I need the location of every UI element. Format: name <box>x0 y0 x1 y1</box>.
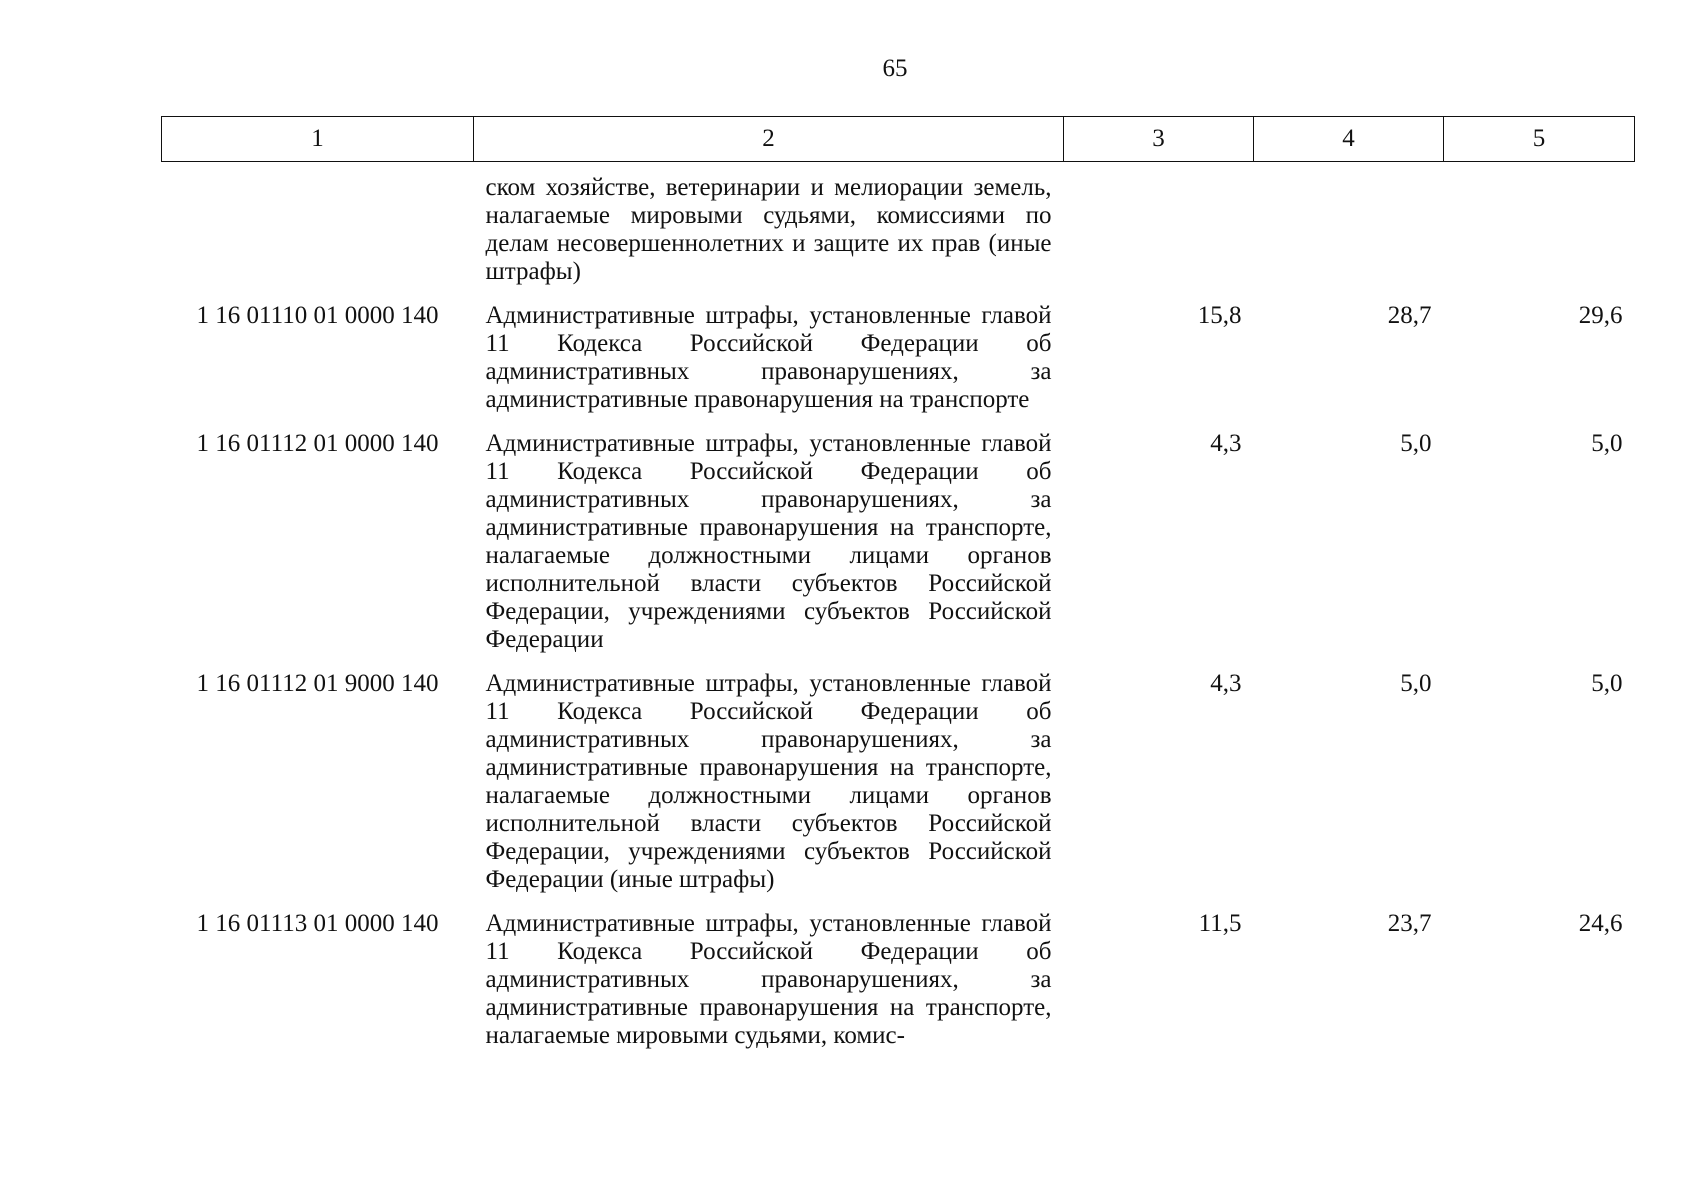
value-col-5: 5,0 <box>1591 670 1623 697</box>
column-header-1: 1 <box>162 117 474 162</box>
revenue-description: Административные штрафы, установленные главой 11 Кодекса Российской Федерации об административных правонарушениях, за административные правонарушения на транспорте, налагаемые должностными лицами органов исполнительной власти субъектов Российской Федерации, учреждениями субъектов Российской Федерации <box>485 430 1052 653</box>
column-header-2: 2 <box>474 117 1064 162</box>
value-col-3: 15,8 <box>1197 302 1242 329</box>
page-number: 65 <box>882 55 908 82</box>
column-header-3: 3 <box>1064 117 1254 162</box>
table-row <box>162 910 1635 1066</box>
table-row <box>162 430 1635 670</box>
value-col-4: 28,7 <box>1387 302 1432 329</box>
value-col-5: 5,0 <box>1591 430 1623 457</box>
budget-code: 1 16 01112 01 9000 140 <box>196 670 439 697</box>
value-col-4 <box>1254 162 1444 303</box>
value-col-4: 23,7 <box>1387 910 1432 937</box>
value-col-3 <box>1064 162 1254 303</box>
revenue-description: Административные штрафы, установленные главой 11 Кодекса Российской Федерации об административных правонарушениях, за административные правонарушения на транспорте, налагаемые мировыми судьями, комис- <box>485 910 1052 1049</box>
value-col-3: 4,3 <box>1210 430 1242 457</box>
value-col-3: 4,3 <box>1210 670 1242 697</box>
table-row <box>162 162 1635 303</box>
table-row <box>162 670 1635 910</box>
budget-code <box>162 162 474 303</box>
column-header-5: 5 <box>1444 117 1635 162</box>
budget-code: 1 16 01112 01 0000 140 <box>196 430 439 457</box>
budget-table <box>161 116 1635 1066</box>
revenue-description: ском хозяйстве, ветеринарии и мелиорации земель, налагаемые мировыми судьями, комиссиями по делам несовершеннолетних и защите их прав (иные штрафы) <box>485 174 1052 285</box>
table-header-row <box>162 117 1635 162</box>
budget-code: 1 16 01113 01 0000 140 <box>196 910 439 937</box>
revenue-description: Административные штрафы, установленные главой 11 Кодекса Российской Федерации об административных правонарушениях, за административные правонарушения на транспорте, налагаемые должностными лицами органов исполнительной власти субъектов Российской Федерации, учреждениями субъектов Российской Федерации (иные штрафы) <box>485 670 1052 893</box>
table-row <box>162 302 1635 430</box>
value-col-5: 29,6 <box>1578 302 1623 329</box>
value-col-4: 5,0 <box>1400 670 1432 697</box>
value-col-5 <box>1444 162 1635 303</box>
value-col-5: 24,6 <box>1578 910 1623 937</box>
budget-code: 1 16 01110 01 0000 140 <box>196 302 439 329</box>
value-col-4: 5,0 <box>1400 430 1432 457</box>
value-col-3: 11,5 <box>1198 910 1242 937</box>
column-header-4: 4 <box>1254 117 1444 162</box>
revenue-description: Административные штрафы, установленные главой 11 Кодекса Российской Федерации об административных правонарушениях, за административные правонарушения на транспорте <box>485 302 1052 413</box>
